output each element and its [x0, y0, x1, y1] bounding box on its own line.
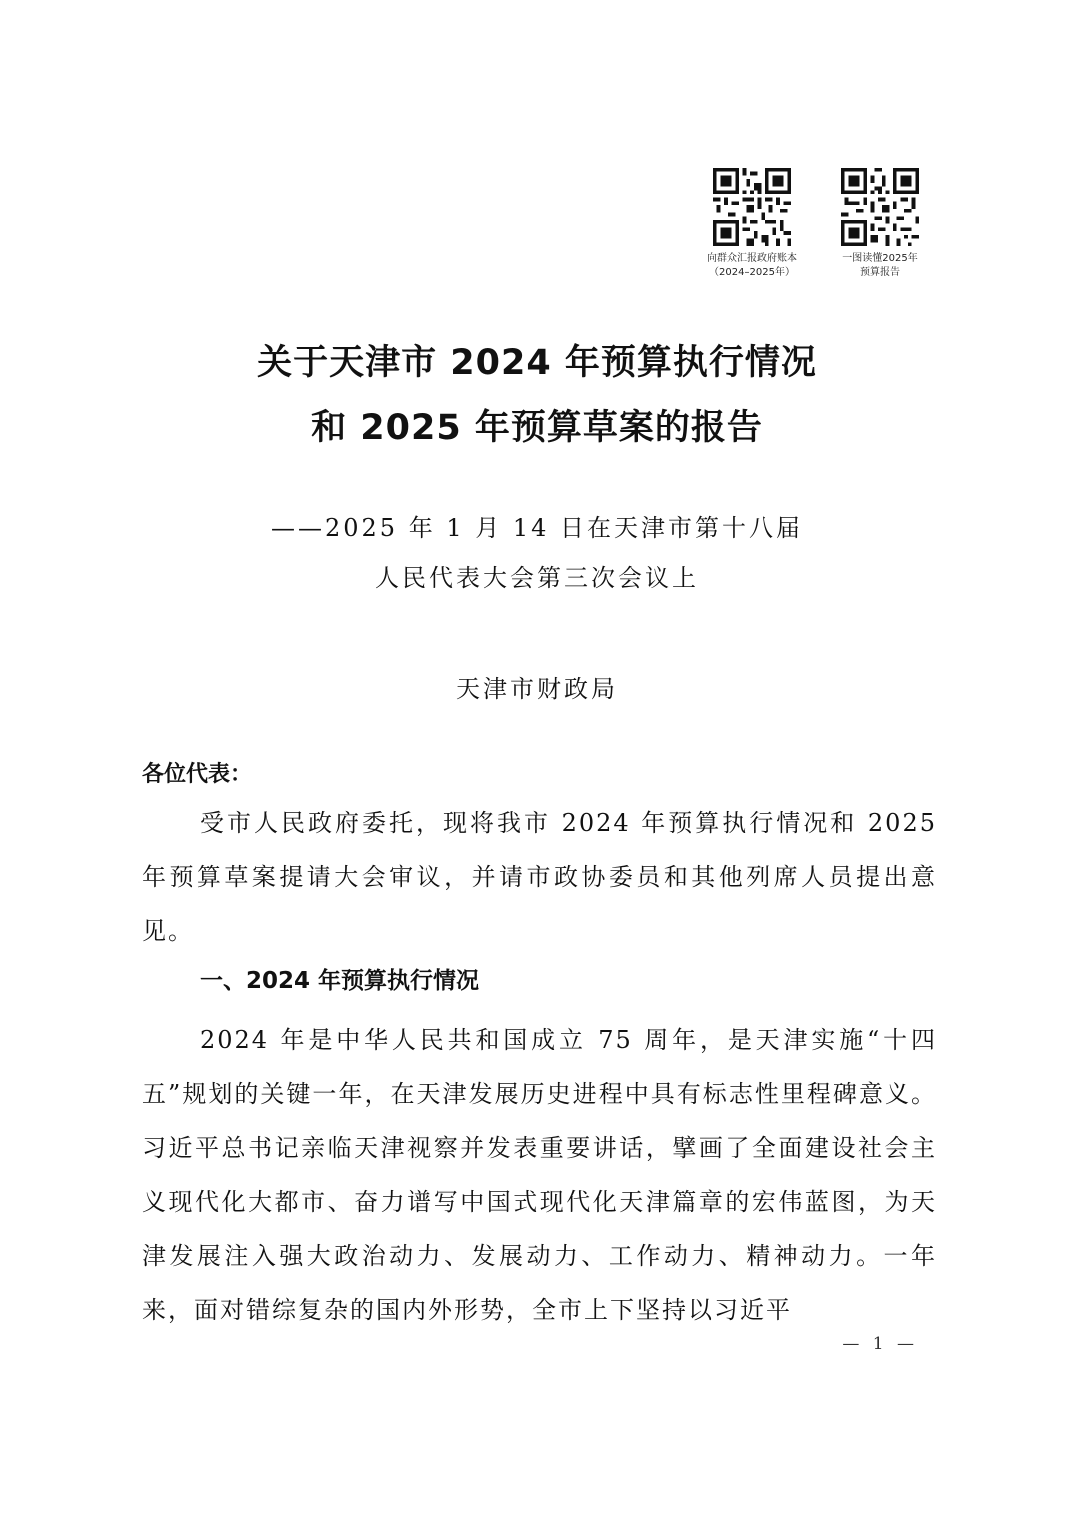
qr-caption-line1: 一图读懂2025年: [842, 253, 918, 264]
qr-code-budget-infographic: [824, 168, 936, 280]
body-paragraph: 2024 年是中华人民共和国成立 75 周年，是天津实施“十四五”规划的关键一年，在天津发展历史进程中具有标志性里程碑意义。习近平总书记亲临天津视察并发表重要讲话，擘画了全面建设社会主义现代化大都市、奋力谱写中国式现代化天津篇章的宏伟蓝图，为天津发展注入强大政治动力、发展动力、工作动力、精神动力。一年来，面对错综复杂的国内外形势，全市上下坚持以习近平: [142, 1026, 937, 1324]
intro-paragraph: 受市人民政府委托，现将我市 2024 年预算执行情况和 2025 年预算草案提请大会审议，并请市政协委员和其他列席人员提出意见。: [142, 809, 937, 945]
subtitle-line1: ——2025 年 1 月 14 日在天津市第十八届: [270, 514, 804, 542]
qr-code-icon: [841, 168, 919, 246]
author: 天津市财政局: [456, 675, 618, 703]
qr-code-icon: [713, 168, 791, 246]
section-heading: 一、2024 年预算执行情况: [200, 968, 480, 994]
report-title-line1: 关于天津市 2024 年预算执行情况: [257, 343, 817, 383]
salutation: 各位代表：: [142, 762, 253, 787]
page-number: — 1 —: [842, 1334, 918, 1354]
qr-caption: [824, 252, 936, 280]
qr-code-budget-account: [684, 168, 820, 280]
report-title-line2: 和 2025 年预算草案的报告: [311, 408, 763, 448]
qr-caption-line2: （2024–2025年）: [709, 267, 795, 278]
qr-caption: [684, 252, 820, 280]
qr-caption-line1: 向群众汇报政府账本: [707, 253, 797, 264]
subtitle-line2: 人民代表大会第三次会议上: [375, 564, 699, 592]
qr-caption-line2: 预算报告: [860, 267, 900, 278]
